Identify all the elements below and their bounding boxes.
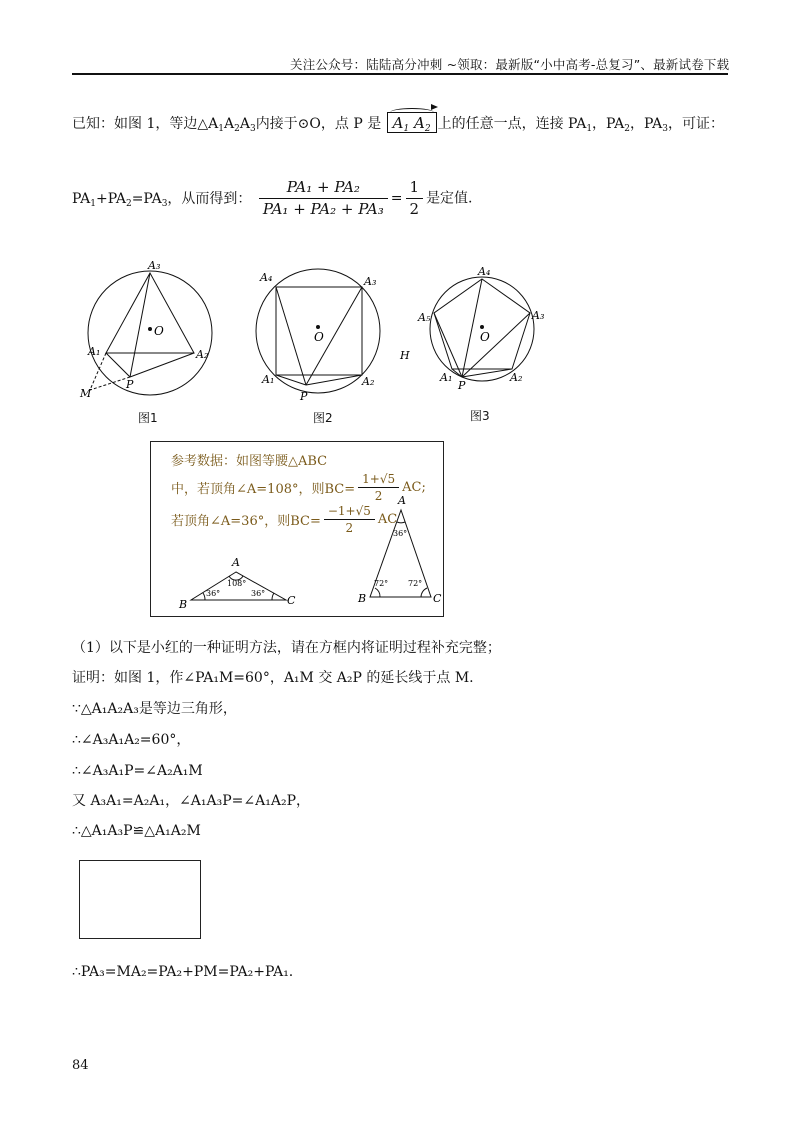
- fig2-label-a3: A₃: [364, 275, 377, 288]
- tri1-label-a: A: [232, 556, 240, 569]
- fig3-label-a2: A₂: [510, 371, 523, 384]
- fig3-label-a1: A₁: [440, 371, 453, 384]
- ratio-fraction: $\frac{\text{PA₁ + PA₂}}{\text{PA₁ + PA₂ + PA₃}}$: [259, 180, 388, 217]
- fig3-label-a4: A₄: [478, 265, 491, 278]
- fig3-label-o: O: [480, 330, 490, 344]
- proof-line-6: ∴△A₁A₃P≌△A₁A₂M: [72, 823, 201, 839]
- tri2-right-angle: 72°: [408, 579, 423, 588]
- half-fraction: $\frac{1}{2}$: [406, 180, 424, 217]
- fig1-label-p: P: [126, 378, 134, 391]
- answer-box[interactable]: [79, 860, 201, 939]
- figure-2-caption: 图2: [313, 411, 333, 425]
- fig2-label-a2: A₂: [362, 375, 375, 388]
- tri2-left-angle: 72°: [374, 579, 389, 588]
- tri1-apex-angle: 108°: [227, 579, 247, 588]
- proof-conclusion: ∴PA₃=MA₂=PA₂+PM=PA₂+PA₁.: [72, 964, 294, 980]
- figure-1-caption: 图1: [138, 411, 158, 425]
- proof-line-5: 又 A₃A₁=A₂A₁，∠A₁A₃P=∠A₁A₂P，: [72, 793, 310, 809]
- fig1-label-a3: A₃: [148, 259, 161, 272]
- proof-line-2: ∵△A₁A₂A₃是等边三角形，: [72, 701, 237, 717]
- fig1-label-a1: A₁: [88, 345, 101, 358]
- fig3-label-a5: A₅: [418, 311, 431, 324]
- proof-line-1: 证明：如图 1，作∠PA₁M=60°，A₁M 交 A₂P 的延长线于点 M.: [72, 670, 474, 686]
- tri2-label-b: B: [358, 592, 367, 605]
- fig1-label-o: O: [154, 324, 164, 338]
- fig2-label-a1: A₁: [262, 373, 275, 386]
- tri2-apex-angle: 36°: [393, 529, 408, 538]
- tri2-label-a: A: [398, 494, 406, 507]
- problem-line-2: $PA_1+PA_2=PA_3$，从而得到： $\frac{\text{PA₁ + PA₂}}{\text{PA₁ + PA₂ + PA₃}}$ = $\frac{1}{2}$ 是定值.: [72, 178, 473, 218]
- reference-triangles: [151, 442, 443, 616]
- reference-data-box: [150, 441, 444, 617]
- proof-line-4: ∴∠A₃A₁P=∠A₂A₁M: [72, 763, 203, 779]
- tri1-label-b: B: [179, 598, 188, 611]
- fig1-label-m: M: [80, 387, 92, 400]
- page-header: 关注公众号：陆陆高分冲刺 ~领取：最新版“小中高考-总复习”、最新试卷下载: [290, 57, 730, 72]
- proof-line-3: ∴∠A₃A₁A₂=60°，: [72, 732, 191, 748]
- fig3-label-p: P: [458, 379, 466, 392]
- arc-a1a2: $A_1$ $A_2$: [387, 112, 437, 133]
- tri1-label-c: C: [287, 594, 296, 607]
- figure-1: [88, 271, 212, 395]
- proof-intro: （1）以下是小红的一种证明方法，请在方框内将证明过程补充完整；: [72, 640, 501, 656]
- reference-line-3: 若顶角∠A=36°，则BC= $\frac{-1+√5}{2}$ AC: [171, 504, 398, 535]
- fig2-label-o: O: [314, 330, 324, 344]
- figure-3: [430, 277, 534, 381]
- fig1-label-a2: A₂: [196, 348, 209, 361]
- fig3-label-a3: A₃: [532, 309, 545, 322]
- fig2-label-p: P: [300, 390, 308, 403]
- reference-line-2: 中，若顶角∠A=108°，则BC= $\frac{1+√5}{2}$ AC;: [171, 472, 426, 503]
- geometry-figures: [70, 255, 570, 425]
- tri1-right-angle: 36°: [251, 589, 266, 598]
- figure-3-caption: 图3: [470, 409, 490, 423]
- problem-line-1: 已知：如图 1，等边$\triangle A_1A_2A_3$内接于⊙O，点 P 是 $A_1$ $A_2$ 上的任意一点，连接 $PA_1$，$PA_2$，$PA_3$，可证：: [72, 114, 725, 134]
- tri1-left-angle: 36°: [206, 589, 221, 598]
- fig3-label-h: H: [400, 349, 410, 362]
- page-number: 84: [72, 1058, 89, 1073]
- reference-line-1: 参考数据：如图等腰△ABC: [171, 454, 328, 469]
- fig2-label-a4: A₄: [260, 271, 273, 284]
- header-rule: [72, 73, 728, 75]
- tri2-label-c: C: [433, 592, 442, 605]
